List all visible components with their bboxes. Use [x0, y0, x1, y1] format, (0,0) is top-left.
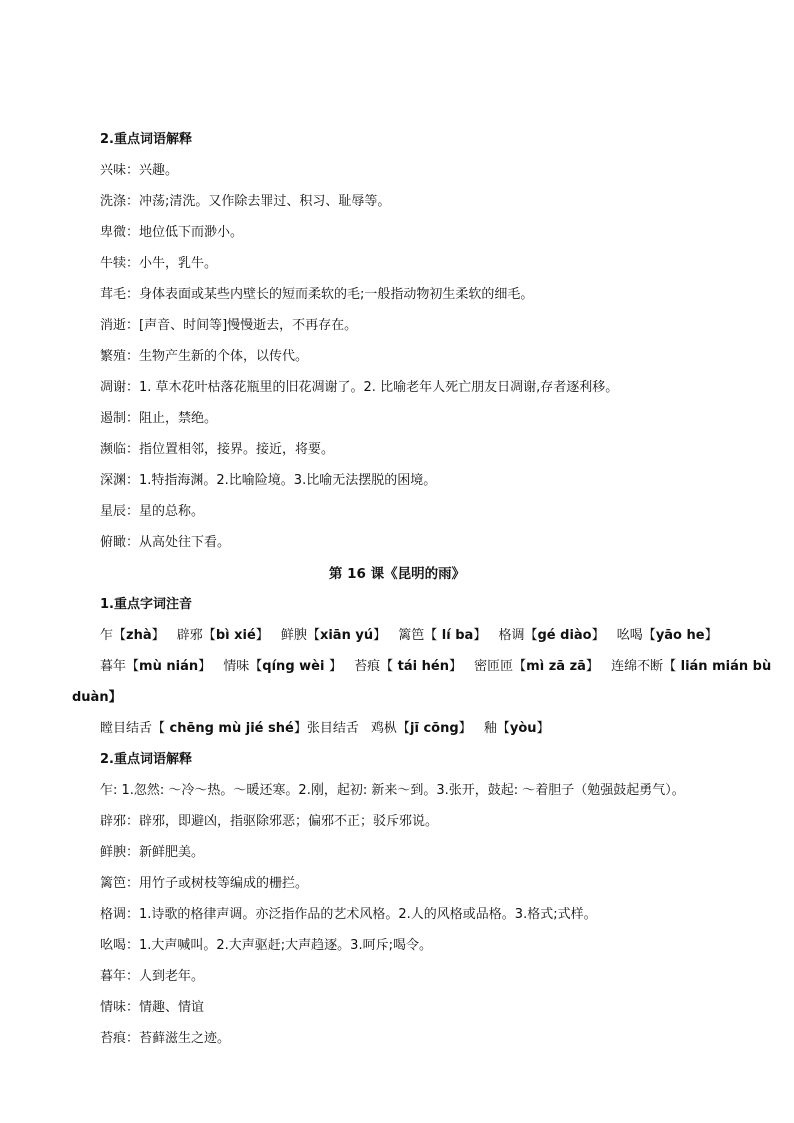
pinyin-item: 鸡枞【jī cōng】	[370, 721, 472, 736]
pinyin: gé diào	[537, 628, 592, 643]
pinyin-item: 瞠目结舌【 chēng mù jié shé】	[100, 721, 307, 736]
word: 密匝匝	[474, 659, 514, 674]
definition-entry: 繁殖：生物产生新的个体，以传代。	[100, 349, 309, 364]
word: 瞠目结舌	[100, 721, 153, 736]
pinyin-item: 情味【qíng wèi 】	[223, 659, 342, 674]
definition-entry: 鲜腴：新鲜肥美。	[100, 845, 205, 860]
word: 乍	[100, 628, 114, 643]
definition-entry: 苔痕：苔藓滋生之迹。	[100, 1031, 231, 1046]
pinyin-item: 苔痕【 tái hén】	[354, 659, 462, 674]
word: 鲜腴	[280, 628, 307, 643]
definition-entry: 凋谢：1. 草木花叶枯落花瓶里的旧花凋谢了。2. 比喻老年人死亡朋友日凋谢,存者逐利移。	[100, 380, 619, 395]
pinyin-item: 格调【gé diào】	[498, 628, 605, 643]
pinyin-continuation: duàn】	[72, 690, 122, 705]
pinyin: yāo he	[655, 628, 705, 643]
word: 苔痕	[354, 659, 381, 674]
pinyin-row	[100, 720, 558, 738]
pinyin-item: 辟邪【bì xié】	[176, 628, 269, 643]
pinyin: chēng mù jié shé	[165, 721, 294, 736]
pinyin: jī cōng	[410, 721, 459, 736]
definition-entry: 乍: 1.忽然: ～冷～热。～暖还寒。2.刚，起初: 新来～到。3.张开，鼓起: ～着胆子（勉强鼓起勇气）。	[100, 783, 685, 798]
section-heading: 2.重点词语解释	[100, 752, 192, 767]
variant-word: 张目结舌	[306, 721, 359, 736]
definition-entry: 深渊：1.特指海渊。2.比喻险境。3.比喻无法摆脱的困境。	[100, 473, 437, 488]
pinyin-item: 乍【zhà】	[100, 628, 165, 643]
pinyin: bì xié	[215, 628, 256, 643]
word: 连绵不断	[611, 659, 664, 674]
definition-entry: 洗涤：冲荡;清洗。又作除去罪过、积习、耻辱等。	[100, 194, 391, 209]
pinyin-row	[100, 658, 779, 676]
definition-entry: 辟邪：辟邪，即避凶，指驱除邪恶；偏邪不正；驳斥邪说。	[100, 814, 439, 829]
pinyin: tái hén	[393, 659, 449, 674]
definition-entry: 情味：情趣、情谊	[100, 1000, 205, 1015]
pinyin: qíng wèi	[262, 659, 329, 674]
definition-entry: 吆喝：1.大声喊叫。2.大声驱赶;大声趋逐。3.呵斥;喝令。	[100, 938, 432, 953]
pinyin: yòu	[509, 721, 537, 736]
definition-entry: 遏制：阻止，禁绝。	[100, 411, 218, 426]
definition-entry: 兴味：兴趣。	[100, 163, 179, 178]
pinyin-row	[100, 627, 726, 645]
word: 辟邪	[176, 628, 203, 643]
word: 暮年	[100, 659, 127, 674]
word: 篱笆	[398, 628, 425, 643]
pinyin: lí ba	[437, 628, 474, 643]
pinyin: xiān yú	[319, 628, 374, 643]
definition-entry: 濒临：指位置相邻，接界。接近，将要。	[100, 442, 335, 457]
pinyin-item: 釉【yòu】	[483, 721, 550, 736]
section-heading: 2.重点词语解释	[100, 132, 192, 147]
pinyin: mì zā zā	[526, 659, 586, 674]
pinyin-item: 暮年【mù nián】	[100, 659, 212, 674]
pinyin: lián mián bù	[676, 659, 772, 674]
pinyin-item: 吆喝【yāo he】	[616, 628, 718, 643]
definition-entry: 卑微：地位低下而渺小。	[100, 225, 244, 240]
pinyin-item: 篱笆【 lí ba】	[398, 628, 487, 643]
word: 格调	[498, 628, 525, 643]
definition-entry: 格调：1.诗歌的格律声调。亦泛指作品的艺术风格。2.人的风格或品格。3.格式;式样。	[100, 907, 597, 922]
definition-entry: 暮年：人到老年。	[100, 969, 205, 984]
pinyin-item: 连绵不断【 lián mián bù	[611, 659, 772, 674]
pinyin-item: 鲜腴【xiān yú】	[280, 628, 387, 643]
definition-entry: 篱笆：用竹子或树枝等编成的栅拦。	[100, 876, 309, 891]
word: 鸡枞	[370, 721, 397, 736]
section-heading: 1.重点字词注音	[100, 597, 192, 612]
pinyin: zhà	[126, 628, 152, 643]
definition-entry: 茸毛：身体表面或某些内壁长的短而柔软的毛;一般指动物初生柔软的细毛。	[100, 287, 534, 302]
definition-entry: 牛犊：小牛，乳牛。	[100, 256, 218, 271]
word: 釉	[483, 721, 497, 736]
word: 情味	[223, 659, 250, 674]
definition-entry: 消逝：[声音、时间等]慢慢逝去，不再存在。	[100, 318, 358, 333]
pinyin-item: 密匝匝【mì zā zā】	[474, 659, 599, 674]
word: 吆喝	[616, 628, 643, 643]
definition-entry: 星辰：星的总称。	[100, 504, 205, 519]
definition-entry: 俯瞰：从高处往下看。	[100, 535, 231, 550]
lesson-title: 第 16 课《昆明的雨》	[328, 566, 466, 582]
pinyin: mù nián	[139, 659, 199, 674]
